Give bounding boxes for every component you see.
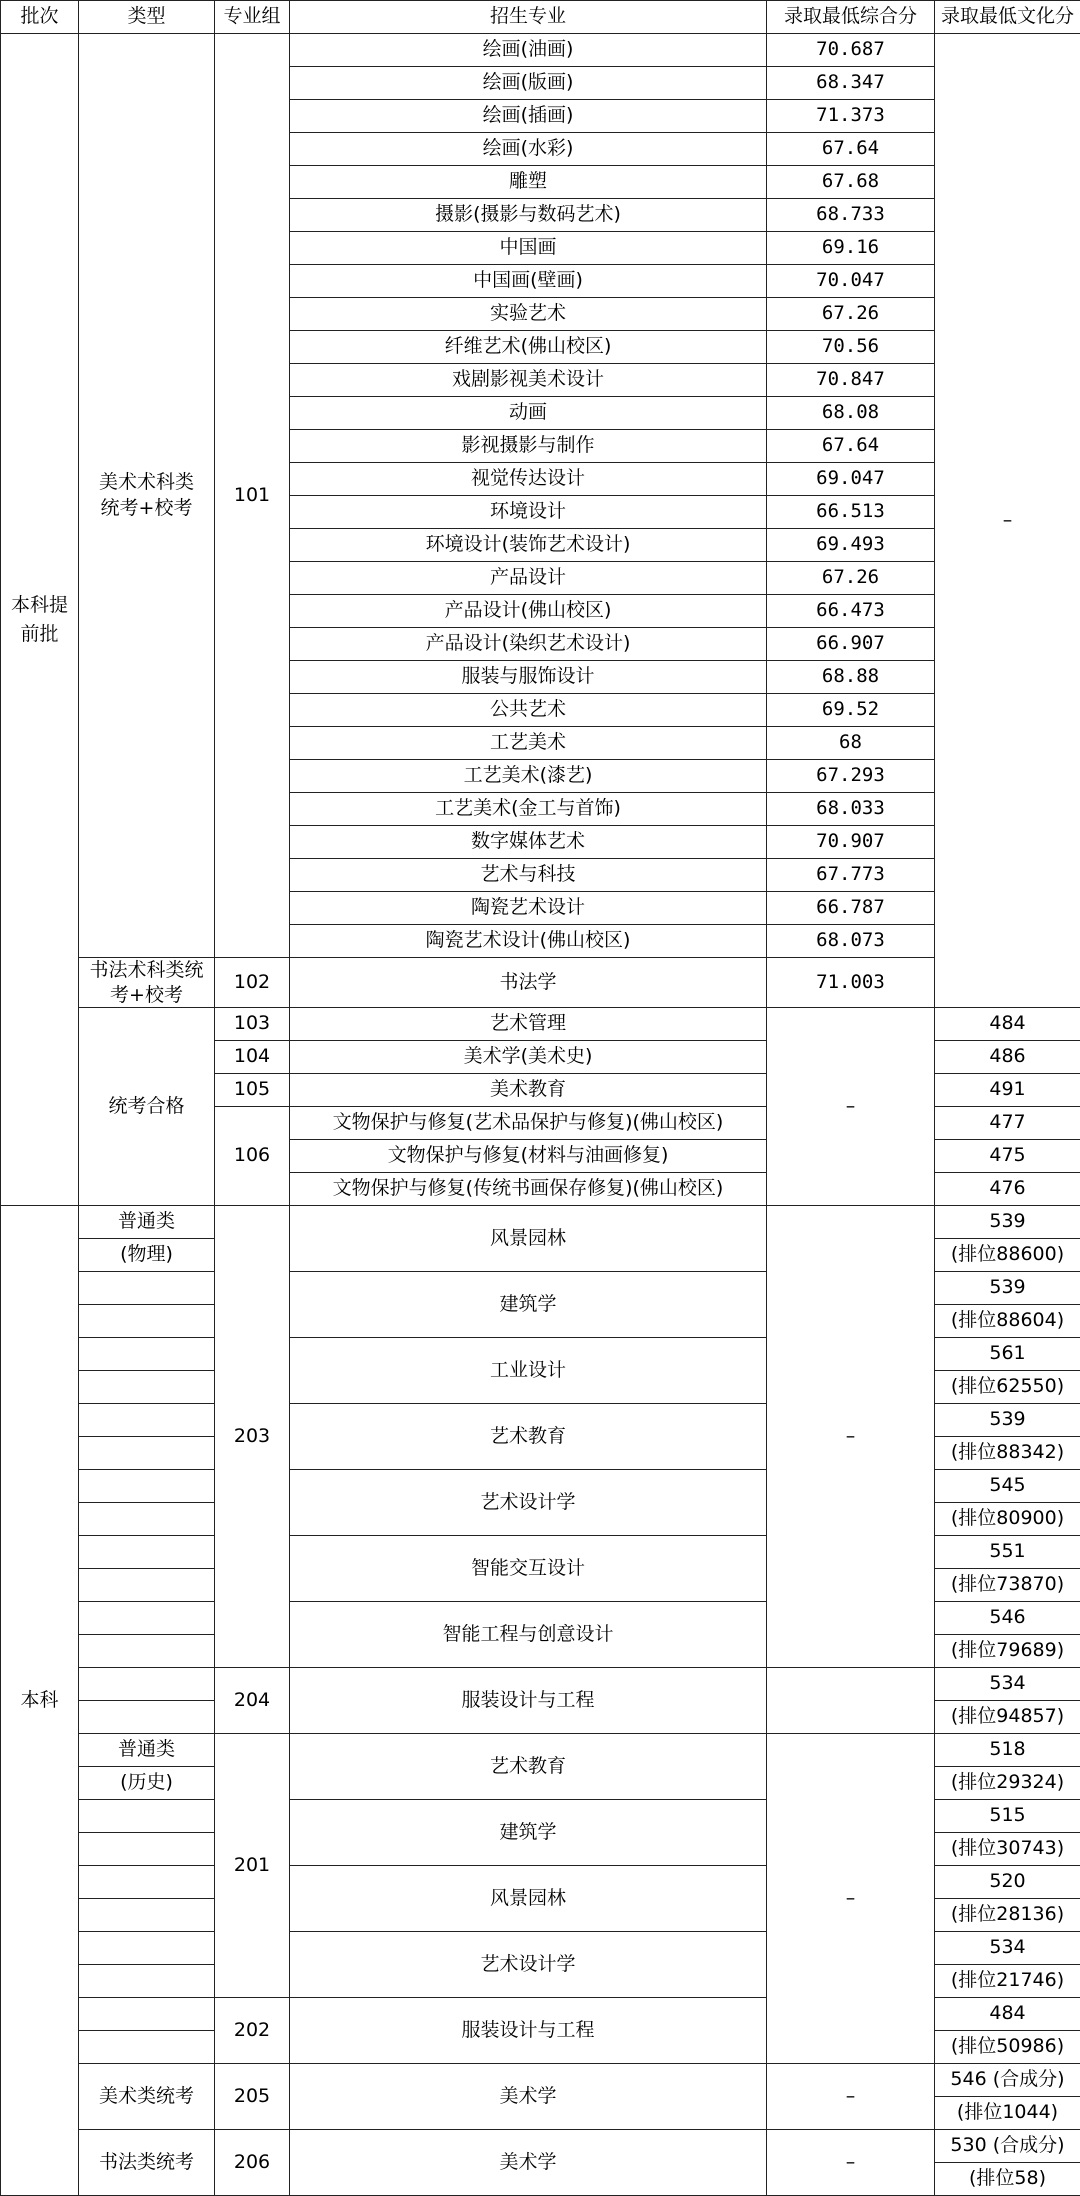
major-name: 环境设计 bbox=[290, 496, 767, 529]
table-row bbox=[1, 2130, 1080, 2163]
major-name: 艺术设计学 bbox=[290, 1470, 767, 1536]
major-name: 中国画(壁画) bbox=[290, 265, 767, 298]
composite-score: 69.16 bbox=[767, 232, 935, 265]
culture-rank: (排位50986) bbox=[935, 2031, 1080, 2064]
table-row bbox=[1, 34, 1080, 67]
type-calligraphy-cat: 书法术科类统考+校考 bbox=[79, 958, 215, 1008]
major-name: 智能工程与创意设计 bbox=[290, 1602, 767, 1668]
major-name: 陶瓷艺术设计 bbox=[290, 892, 767, 925]
major-name: 美术学 bbox=[290, 2064, 767, 2130]
major-name: 中国画 bbox=[290, 232, 767, 265]
culture-score: 475 bbox=[935, 1140, 1080, 1173]
culture-score: 518 bbox=[935, 1734, 1080, 1767]
composite-score: 66.787 bbox=[767, 892, 935, 925]
culture-rank: (排位88600) bbox=[935, 1239, 1080, 1272]
composite-score: 68.08 bbox=[767, 397, 935, 430]
type-empty-cell bbox=[79, 1965, 215, 1998]
type-empty-cell bbox=[79, 1635, 215, 1668]
type-art-cat: 美术术科类统考+校考 bbox=[79, 34, 215, 958]
composite-score-na: – bbox=[767, 2130, 935, 2196]
major-name: 绘画(水彩) bbox=[290, 133, 767, 166]
culture-score: 545 bbox=[935, 1470, 1080, 1503]
major-name: 实验艺术 bbox=[290, 298, 767, 331]
major-name: 工业设计 bbox=[290, 1338, 767, 1404]
culture-score: 530 (合成分) bbox=[935, 2130, 1080, 2163]
composite-score: 67.64 bbox=[767, 133, 935, 166]
major-name: 工艺美术(金工与首饰) bbox=[290, 793, 767, 826]
culture-rank: (排位94857) bbox=[935, 1701, 1080, 1734]
group-206: 206 bbox=[215, 2130, 290, 2196]
major-name: 绘画(插画) bbox=[290, 100, 767, 133]
major-name: 产品设计 bbox=[290, 562, 767, 595]
composite-score: 67.293 bbox=[767, 760, 935, 793]
group-103: 103 bbox=[215, 1008, 290, 1041]
composite-score: 67.64 bbox=[767, 430, 935, 463]
major-name: 公共艺术 bbox=[290, 694, 767, 727]
culture-rank: (排位30743) bbox=[935, 1833, 1080, 1866]
major-name: 艺术与科技 bbox=[290, 859, 767, 892]
type-empty-cell bbox=[79, 1602, 215, 1635]
table-row bbox=[1, 1206, 1080, 1239]
table-body bbox=[1, 34, 1080, 2196]
composite-score: 69.52 bbox=[767, 694, 935, 727]
culture-rank: (排位62550) bbox=[935, 1371, 1080, 1404]
type-empty-cell bbox=[79, 1338, 215, 1371]
culture-score: 484 bbox=[935, 1998, 1080, 2031]
culture-rank: (排位21746) bbox=[935, 1965, 1080, 1998]
culture-score-na: – bbox=[935, 34, 1080, 1008]
batch-advance: 本科提前批 bbox=[1, 34, 79, 1206]
culture-score: 520 bbox=[935, 1866, 1080, 1899]
group-205: 205 bbox=[215, 2064, 290, 2130]
group-204: 204 bbox=[215, 1668, 290, 1734]
type-empty-cell bbox=[79, 1800, 215, 1833]
group-202: 202 bbox=[215, 1998, 290, 2064]
table-row bbox=[1, 958, 1080, 1008]
culture-score: 539 bbox=[935, 1206, 1080, 1239]
major-name: 艺术设计学 bbox=[290, 1932, 767, 1998]
header-major: 招生专业 bbox=[290, 1, 767, 34]
major-name: 视觉传达设计 bbox=[290, 463, 767, 496]
composite-score-na: – bbox=[767, 2064, 935, 2130]
culture-rank: (排位80900) bbox=[935, 1503, 1080, 1536]
major-name: 产品设计(佛山校区) bbox=[290, 595, 767, 628]
major-name: 摄影(摄影与数码艺术) bbox=[290, 199, 767, 232]
composite-score: 68.347 bbox=[767, 67, 935, 100]
culture-rank: (排位28136) bbox=[935, 1899, 1080, 1932]
major-name: 美术学 bbox=[290, 2130, 767, 2196]
composite-score-na: – bbox=[767, 1734, 935, 2064]
composite-score: 70.56 bbox=[767, 331, 935, 364]
group-104: 104 bbox=[215, 1041, 290, 1074]
table-row bbox=[1, 1734, 1080, 1767]
composite-score: 69.493 bbox=[767, 529, 935, 562]
major-name: 戏剧影视美术设计 bbox=[290, 364, 767, 397]
composite-score: 67.26 bbox=[767, 562, 935, 595]
major-name: 艺术管理 bbox=[290, 1008, 767, 1041]
major-name: 工艺美术(漆艺) bbox=[290, 760, 767, 793]
header-row bbox=[1, 1, 1080, 34]
composite-score: 66.907 bbox=[767, 628, 935, 661]
culture-score: 546 (合成分) bbox=[935, 2064, 1080, 2097]
group-105: 105 bbox=[215, 1074, 290, 1107]
type-calli-unified: 书法类统考 bbox=[79, 2130, 215, 2196]
batch-undergrad: 本科 bbox=[1, 1206, 79, 2196]
composite-score: 70.907 bbox=[767, 826, 935, 859]
type-empty-cell bbox=[79, 1503, 215, 1536]
major-name: 美术学(美术史) bbox=[290, 1041, 767, 1074]
culture-score: 561 bbox=[935, 1338, 1080, 1371]
type-empty-cell bbox=[79, 2031, 215, 2064]
group-201: 201 bbox=[215, 1734, 290, 1998]
type-empty-cell bbox=[79, 1305, 215, 1338]
major-name: 艺术教育 bbox=[290, 1734, 767, 1800]
composite-score-na: – bbox=[767, 1008, 935, 1206]
major-name: 环境设计(装饰艺术设计) bbox=[290, 529, 767, 562]
major-name: 艺术教育 bbox=[290, 1404, 767, 1470]
culture-rank: (排位79689) bbox=[935, 1635, 1080, 1668]
composite-score: 68.88 bbox=[767, 661, 935, 694]
culture-score: 539 bbox=[935, 1272, 1080, 1305]
major-name: 服装与服饰设计 bbox=[290, 661, 767, 694]
type-empty-cell bbox=[79, 1272, 215, 1305]
type-empty-cell bbox=[79, 1470, 215, 1503]
major-name: 智能交互设计 bbox=[290, 1536, 767, 1602]
culture-score: 491 bbox=[935, 1074, 1080, 1107]
major-name: 陶瓷艺术设计(佛山校区) bbox=[290, 925, 767, 958]
group-203: 203 bbox=[215, 1206, 290, 1668]
culture-rank: (排位88604) bbox=[935, 1305, 1080, 1338]
type-empty-cell bbox=[79, 1833, 215, 1866]
major-name: 绘画(油画) bbox=[290, 34, 767, 67]
culture-score: 486 bbox=[935, 1041, 1080, 1074]
major-name: 美术教育 bbox=[290, 1074, 767, 1107]
composite-score: 68.033 bbox=[767, 793, 935, 826]
type-empty-cell bbox=[79, 1404, 215, 1437]
composite-score: 68.733 bbox=[767, 199, 935, 232]
major-name: 数字媒体艺术 bbox=[290, 826, 767, 859]
type-general-physics-sub: (物理) bbox=[79, 1239, 215, 1272]
type-empty-cell bbox=[79, 1437, 215, 1470]
composite-score: 69.047 bbox=[767, 463, 935, 496]
type-general-history: 普通类 bbox=[79, 1734, 215, 1767]
composite-score-na: – bbox=[767, 1206, 935, 1668]
group-106: 106 bbox=[215, 1107, 290, 1206]
composite-score: 68 bbox=[767, 727, 935, 760]
culture-score: 484 bbox=[935, 1008, 1080, 1041]
type-empty-cell bbox=[79, 1899, 215, 1932]
type-empty-cell bbox=[79, 1569, 215, 1602]
table-row bbox=[1, 1008, 1080, 1041]
composite-score: 71.373 bbox=[767, 100, 935, 133]
major-name: 产品设计(染织艺术设计) bbox=[290, 628, 767, 661]
composite-score: 70.687 bbox=[767, 34, 935, 67]
header-batch: 批次 bbox=[1, 1, 79, 34]
culture-rank: (排位29324) bbox=[935, 1767, 1080, 1800]
header-group: 专业组 bbox=[215, 1, 290, 34]
major-name: 动画 bbox=[290, 397, 767, 430]
culture-rank: (排位73870) bbox=[935, 1569, 1080, 1602]
major-name: 文物保护与修复(材料与油画修复) bbox=[290, 1140, 767, 1173]
table-row bbox=[1, 2064, 1080, 2097]
type-empty-cell bbox=[79, 1866, 215, 1899]
culture-rank: (排位1044) bbox=[935, 2097, 1080, 2130]
type-empty-cell bbox=[79, 1932, 215, 1965]
type-general-history-sub: (历史) bbox=[79, 1767, 215, 1800]
composite-score: 66.473 bbox=[767, 595, 935, 628]
major-name: 绘画(版画) bbox=[290, 67, 767, 100]
major-name: 纤维艺术(佛山校区) bbox=[290, 331, 767, 364]
type-empty-cell bbox=[79, 1668, 215, 1701]
major-name: 建筑学 bbox=[290, 1272, 767, 1338]
major-name: 书法学 bbox=[290, 958, 767, 1008]
culture-score: 477 bbox=[935, 1107, 1080, 1140]
group-101: 101 bbox=[215, 34, 290, 958]
culture-score: 546 bbox=[935, 1602, 1080, 1635]
composite-score: 70.847 bbox=[767, 364, 935, 397]
type-art-unified: 美术类统考 bbox=[79, 2064, 215, 2130]
major-name: 影视摄影与制作 bbox=[290, 430, 767, 463]
composite-score-empty bbox=[767, 1668, 935, 1734]
type-empty-cell bbox=[79, 1371, 215, 1404]
major-name: 建筑学 bbox=[290, 1800, 767, 1866]
culture-score: 551 bbox=[935, 1536, 1080, 1569]
header-min-culture: 录取最低文化分 bbox=[935, 1, 1080, 34]
type-unified-pass: 统考合格 bbox=[79, 1008, 215, 1206]
culture-rank: (排位58) bbox=[935, 2163, 1080, 2196]
composite-score: 71.003 bbox=[767, 958, 935, 1008]
major-name: 服装设计与工程 bbox=[290, 1998, 767, 2064]
major-name: 风景园林 bbox=[290, 1866, 767, 1932]
composite-score: 70.047 bbox=[767, 265, 935, 298]
type-empty-cell bbox=[79, 1998, 215, 2031]
type-general-physics: 普通类 bbox=[79, 1206, 215, 1239]
composite-score: 68.073 bbox=[767, 925, 935, 958]
header-type: 类型 bbox=[79, 1, 215, 34]
composite-score: 67.26 bbox=[767, 298, 935, 331]
major-name: 文物保护与修复(艺术品保护与修复)(佛山校区) bbox=[290, 1107, 767, 1140]
major-name: 工艺美术 bbox=[290, 727, 767, 760]
composite-score: 66.513 bbox=[767, 496, 935, 529]
culture-score: 539 bbox=[935, 1404, 1080, 1437]
header-min-composite: 录取最低综合分 bbox=[767, 1, 935, 34]
composite-score: 67.773 bbox=[767, 859, 935, 892]
composite-score: 67.68 bbox=[767, 166, 935, 199]
major-name: 服装设计与工程 bbox=[290, 1668, 767, 1734]
type-empty-cell bbox=[79, 1701, 215, 1734]
culture-score: 534 bbox=[935, 1932, 1080, 1965]
major-name: 雕塑 bbox=[290, 166, 767, 199]
culture-score: 515 bbox=[935, 1800, 1080, 1833]
culture-score: 476 bbox=[935, 1173, 1080, 1206]
major-name: 文物保护与修复(传统书画保存修复)(佛山校区) bbox=[290, 1173, 767, 1206]
culture-score: 534 bbox=[935, 1668, 1080, 1701]
type-empty-cell bbox=[79, 1536, 215, 1569]
group-102: 102 bbox=[215, 958, 290, 1008]
table-row bbox=[1, 1668, 1080, 1701]
culture-rank: (排位88342) bbox=[935, 1437, 1080, 1470]
major-name: 风景园林 bbox=[290, 1206, 767, 1272]
